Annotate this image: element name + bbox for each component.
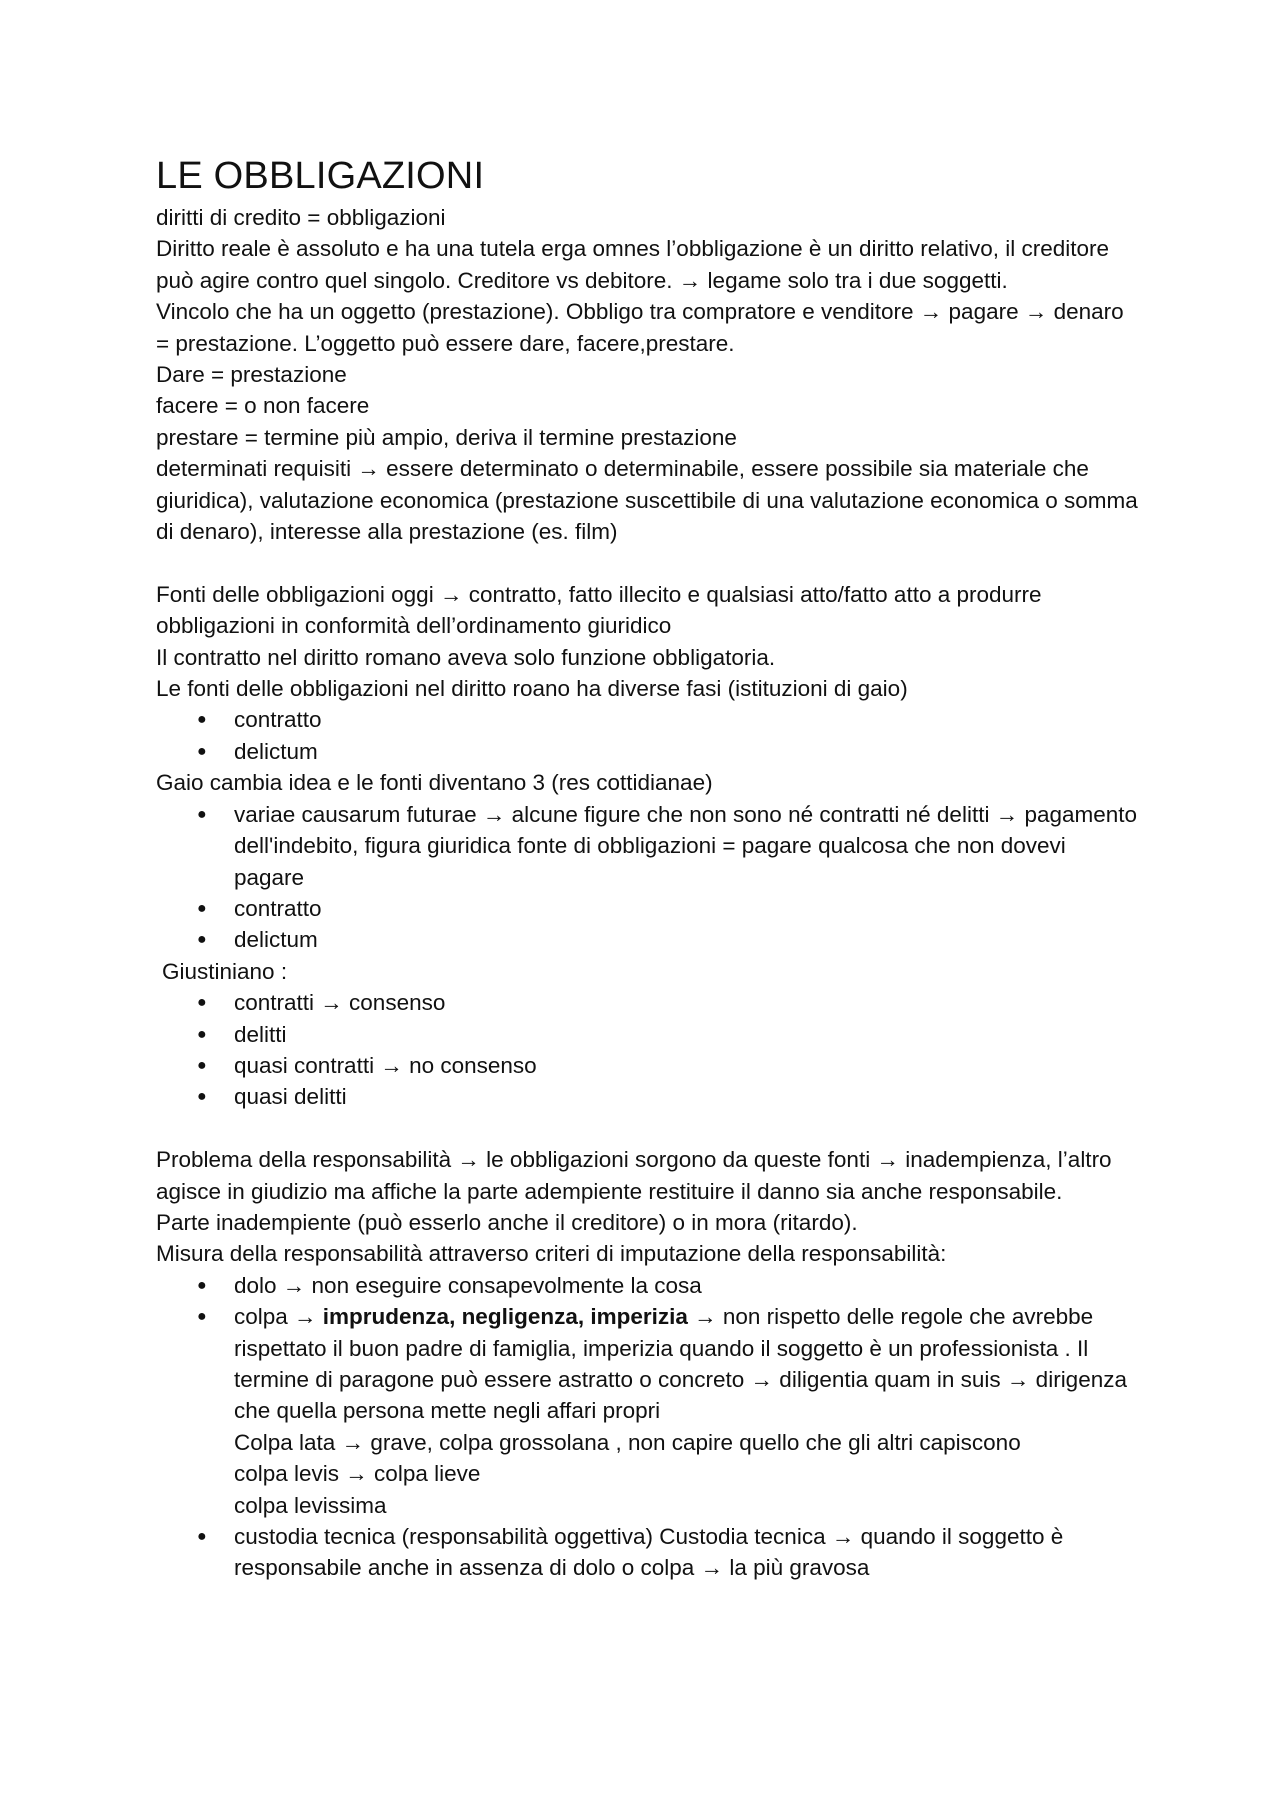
bullet-icon: ● — [197, 899, 207, 917]
bullet-list-giustiniano — [156, 987, 1140, 1113]
bullet-icon: ● — [197, 994, 207, 1012]
bullet-icon: ● — [197, 931, 207, 949]
colpa-text: colpa → imprudenza, negligenza, imperizia → non rispetto delle regole che avrebbe rispettato il buon padre di famiglia, imperizia quando il soggetto è un professionista . Il termine di paragone può essere astratto o concreto → diligentia quam in suis → dirigenza che quella persona mette negli affari propri — [234, 1304, 1127, 1424]
paragraph: Le fonti delle obbligazioni nel diritto roano ha diverse fasi (istituzioni di gaio) — [156, 676, 908, 702]
bullet-icon: ● — [197, 1025, 207, 1043]
bullet-icon: ● — [197, 711, 207, 729]
sub-line: colpa levissima — [234, 1492, 387, 1518]
bullet-list-fonti-gaio — [156, 704, 1140, 767]
bullet-list-res-cottidianae — [156, 799, 1140, 956]
bullet-icon: ● — [197, 1088, 207, 1106]
bullet-icon: ● — [197, 805, 207, 823]
page-title: LE OBBLIGAZIONI — [156, 155, 485, 197]
bullet-icon: ● — [197, 1308, 207, 1326]
list-item: ● quasi contratti → no consenso — [197, 1050, 1140, 1081]
paragraph: Misura della responsabilità attraverso criteri di imputazione della responsabilità: — [156, 1241, 947, 1267]
bullet-icon: ● — [197, 1528, 207, 1546]
bold-text: imprudenza, negligenza, imperizia — [322, 1304, 688, 1330]
bullet-icon: ● — [197, 742, 207, 760]
bullet-icon: ● — [197, 1056, 207, 1074]
paragraph: diritti di credito = obbligazioni — [156, 205, 446, 230]
paragraph: Giustiniano : — [162, 958, 288, 984]
list-item: ● dolo → non eseguire consapevolmente la cosa — [197, 1270, 1140, 1301]
bullet-list-criteri-imputazione — [156, 1270, 1140, 1584]
list-item: ● contratti → consenso — [197, 987, 1140, 1018]
paragraph: Diritto reale è assoluto e ha una tutela erga omnes l’obbligazione è un diritto relativo, il creditore può agire contro quel singolo. Creditore vs debitore. → legame solo tra i due soggetti. — [156, 236, 1110, 293]
paragraph: prestare = termine più ampio, deriva il termine prestazione — [156, 424, 737, 450]
list-item: ● custodia tecnica (responsabilità oggettiva) Custodia tecnica → quando il soggetto è responsabile anche in assenza di dolo o colpa → la più gravosa — [197, 1521, 1140, 1584]
paragraph: Dare = prestazione — [156, 362, 347, 388]
blank-line — [156, 1113, 1140, 1144]
list-item: ● delictum — [197, 924, 1140, 955]
paragraph: Parte inadempiente (può esserlo anche il creditore) o in mora (ritardo). — [156, 1209, 858, 1235]
list-item: ● contratto — [197, 704, 1140, 735]
sub-line: Colpa lata → grave, colpa grossolana , non capire quello che gli altri capiscono — [234, 1429, 1021, 1455]
bullet-icon: ● — [197, 1276, 207, 1294]
list-item — [197, 1301, 1140, 1521]
list-item: ● quasi delitti — [197, 1081, 1140, 1112]
paragraph: Problema della responsabilità → le obbligazioni sorgono da queste fonti → inadempienza, l’altro agisce in giudizio ma affiche la parte adempiente restituire il danno sia anche responsabile. — [156, 1147, 1112, 1204]
paragraph: determinati requisiti → essere determinato o determinabile, essere possibile sia materiale che giuridica), valutazione economica (prestazione suscettibile di una valutazione economica o somma di denaro), interesse alla prestazione (es. film) — [156, 456, 1138, 545]
list-item: ● contratto — [197, 893, 1140, 924]
list-item: ● variae causarum futurae → alcune figure che non sono né contratti né delitti → pagamento dell'indebito, figura giuridica fonte di obbligazioni = pagare qualcosa che non dovevi pagare — [197, 799, 1140, 893]
sub-line: colpa levis → colpa lieve — [234, 1461, 481, 1487]
list-item: ● delitti — [197, 1019, 1140, 1050]
list-item: ● delictum — [197, 736, 1140, 767]
paragraph: Fonti delle obbligazioni oggi → contratto, fatto illecito e qualsiasi atto/fatto atto a produrre obbligazioni in conformità dell’ordinamento giuridico — [156, 581, 1042, 639]
paragraph: Il contratto nel diritto romano aveva solo funzione obbligatoria. — [156, 644, 776, 670]
paragraph: Gaio cambia idea e le fonti diventano 3 (res cottidianae) — [156, 770, 713, 796]
paragraph: facere = o non facere — [156, 393, 370, 419]
paragraph: Vincolo che ha un oggetto (prestazione). Obbligo tra compratore e venditore → pagare → denaro = prestazione. L’oggetto può essere dare, facere,prestare. — [156, 299, 1124, 356]
blank-line — [156, 547, 1140, 578]
